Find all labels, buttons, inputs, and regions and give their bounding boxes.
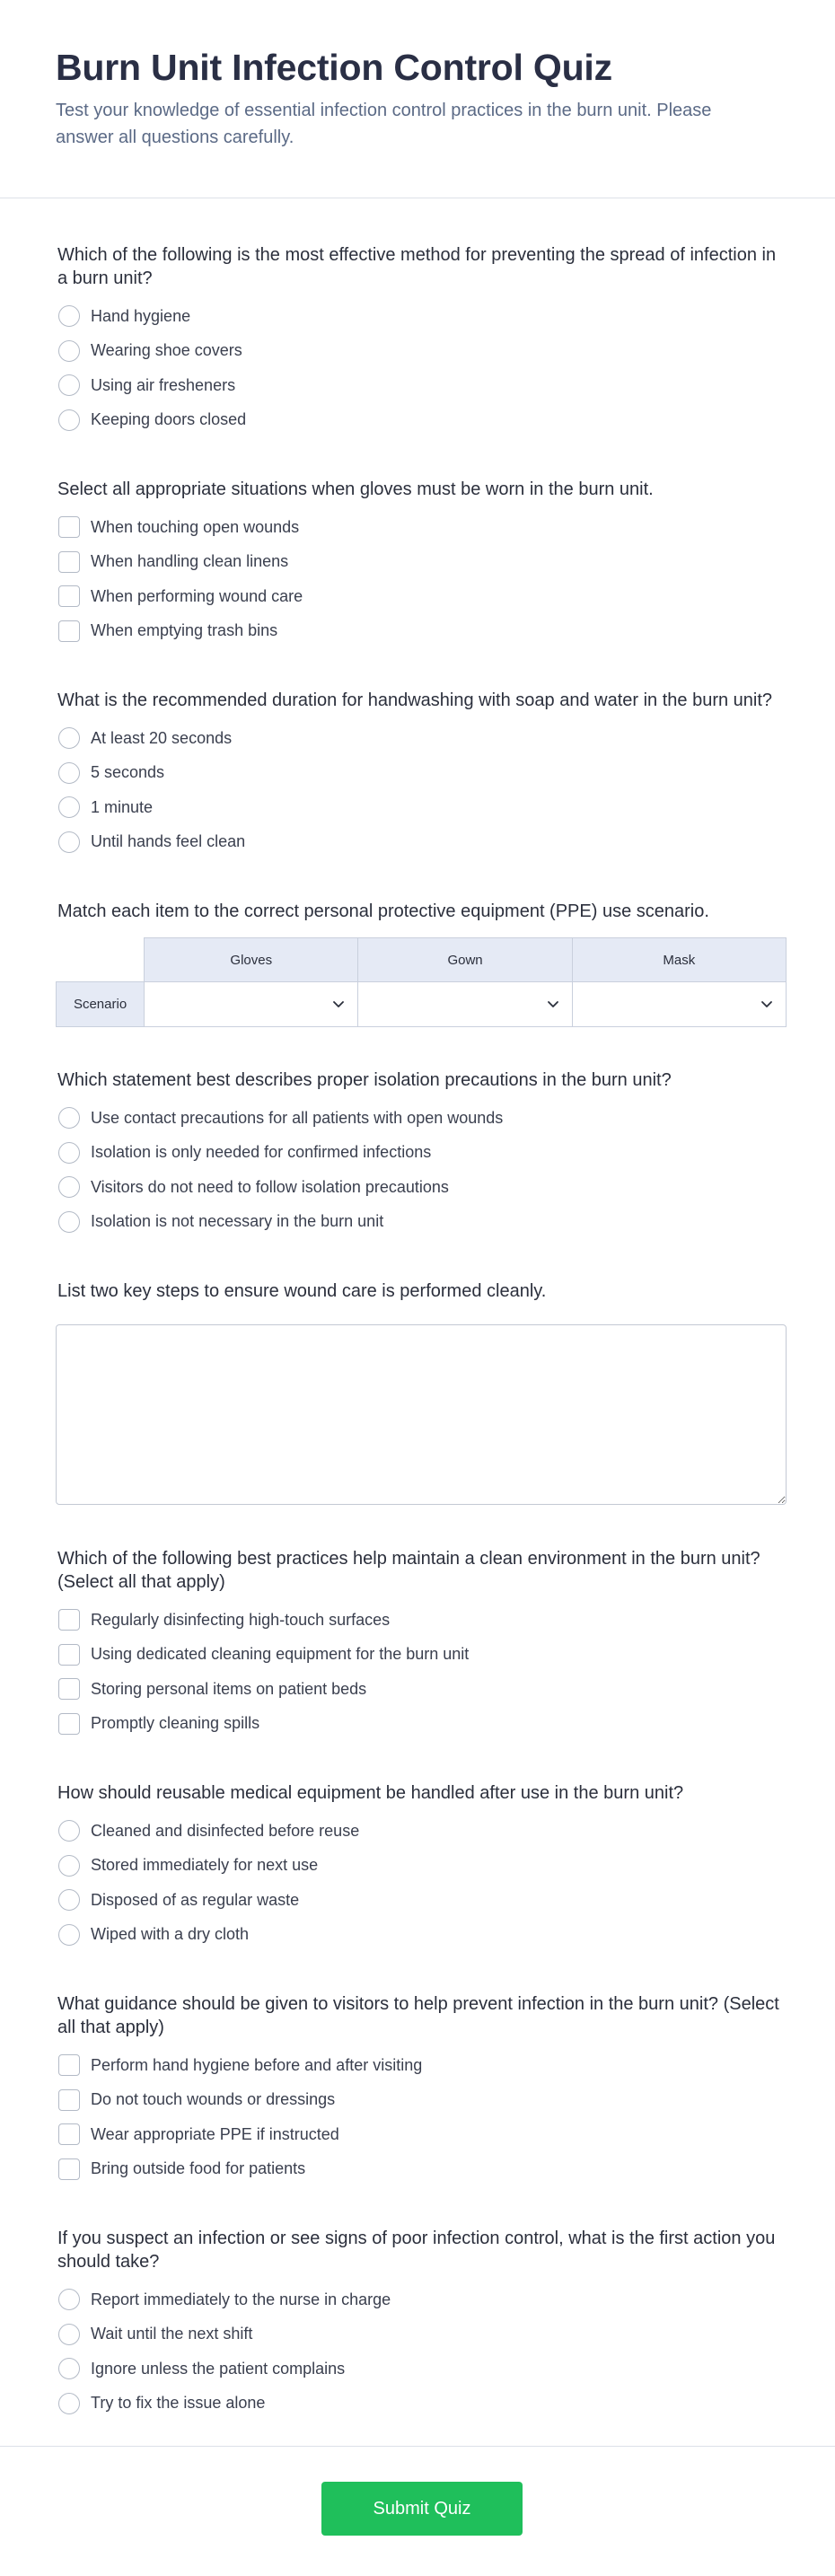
question-text: Which of the following is the most effective method for preventing the spread of infection in a burn unit? <box>57 245 777 288</box>
checkbox[interactable] <box>58 1644 80 1666</box>
radio-option[interactable] <box>57 1205 785 1240</box>
checkbox-option[interactable] <box>57 2117 785 2152</box>
chevron-down-icon <box>545 996 561 1012</box>
checkbox[interactable] <box>58 1609 80 1631</box>
options-radio-group <box>57 1814 785 1952</box>
question-list <box>0 198 835 2421</box>
question-3 <box>57 689 785 859</box>
radio-option[interactable] <box>57 1918 785 1953</box>
radio-option[interactable] <box>57 721 785 756</box>
question-8 <box>57 1781 785 1952</box>
matrix-column-header: Mask <box>572 938 786 982</box>
options-radio-group <box>57 299 785 437</box>
checkbox-option[interactable] <box>57 2083 785 2118</box>
radio-button[interactable] <box>58 1176 80 1198</box>
question-2 <box>57 478 785 648</box>
radio-button[interactable] <box>58 2393 80 2414</box>
options-radio-group <box>57 721 785 859</box>
checkbox-option[interactable] <box>57 2048 785 2083</box>
radio-option[interactable] <box>57 2387 785 2422</box>
matrix-column-header: Gloves <box>145 938 358 982</box>
options-radio-group <box>57 2282 785 2421</box>
checkbox[interactable] <box>58 516 80 538</box>
question-text: Select all appropriate situations when gloves must be worn in the burn unit. <box>57 479 654 499</box>
option-label: Wear appropriate PPE if instructed <box>91 2124 339 2143</box>
question-text: What is the recommended duration for handwashing with soap and water in the burn unit? <box>57 690 773 710</box>
option-label: Isolation is not necessary in the burn unit <box>91 1212 384 1231</box>
radio-button[interactable] <box>58 831 80 853</box>
question-text: If you suspect an infection or see signs of poor infection control, what is the first action you should take? <box>57 2229 776 2272</box>
option-label: Report immediately to the nurse in charge <box>91 2290 391 2308</box>
matrix-select-mask[interactable] <box>572 982 786 1027</box>
checkbox-option[interactable] <box>57 1707 785 1742</box>
option-label: 5 seconds <box>91 763 165 782</box>
option-label: Regularly disinfecting high-touch surfaces <box>91 1610 391 1629</box>
checkbox[interactable] <box>58 620 80 642</box>
checkbox[interactable] <box>58 551 80 573</box>
options-checkbox-group <box>57 510 785 648</box>
option-label: Wait until the next shift <box>91 2325 253 2343</box>
checkbox-option[interactable] <box>57 1672 785 1707</box>
question-text: How should reusable medical equipment be handled after use in the burn unit? <box>57 1783 684 1803</box>
radio-button[interactable] <box>58 796 80 818</box>
radio-option[interactable] <box>57 368 785 403</box>
radio-button[interactable] <box>58 2324 80 2345</box>
ppe-matrix-table <box>56 937 787 1027</box>
radio-option[interactable] <box>57 1883 785 1918</box>
radio-option[interactable] <box>57 334 785 369</box>
radio-option[interactable] <box>57 2282 785 2317</box>
page-subtitle: Test your knowledge of essential infection control practices in the burn unit. Please answer all questions carefully. <box>56 101 712 147</box>
checkbox[interactable] <box>58 1678 80 1700</box>
radio-button[interactable] <box>58 1855 80 1877</box>
radio-option[interactable] <box>57 1814 785 1849</box>
radio-button[interactable] <box>58 1107 80 1129</box>
option-label: When emptying trash bins <box>91 621 278 640</box>
option-label: Using dedicated cleaning equipment for the burn unit <box>91 1645 470 1664</box>
option-label: Ignore unless the patient complains <box>91 2359 346 2378</box>
option-label: When touching open wounds <box>91 517 300 536</box>
question-7 <box>57 1547 785 1741</box>
question-text: Which of the following best practices help maintain a clean environment in the burn unit? (Select all that apply) <box>57 1549 760 1592</box>
option-label: Using air fresheners <box>91 375 236 394</box>
radio-button[interactable] <box>58 2289 80 2310</box>
matrix-select-gown[interactable] <box>358 982 572 1027</box>
radio-option[interactable] <box>57 1170 785 1205</box>
radio-button[interactable] <box>58 727 80 749</box>
radio-button[interactable] <box>58 1924 80 1946</box>
checkbox-option[interactable] <box>57 545 785 580</box>
radio-option[interactable] <box>57 2317 785 2352</box>
checkbox-option[interactable] <box>57 1603 785 1638</box>
radio-option[interactable] <box>57 756 785 791</box>
options-checkbox-group <box>57 2048 785 2186</box>
question-10 <box>57 2227 785 2421</box>
radio-option[interactable] <box>57 299 785 334</box>
wound-care-answer-textarea[interactable] <box>56 1324 787 1505</box>
option-label: Hand hygiene <box>91 306 191 325</box>
checkbox[interactable] <box>58 2089 80 2111</box>
checkbox[interactable] <box>58 2123 80 2145</box>
radio-option[interactable] <box>57 790 785 825</box>
option-label: Until hands feel clean <box>91 832 246 851</box>
matrix-corner <box>57 938 145 982</box>
matrix-select-gloves[interactable] <box>145 982 358 1027</box>
checkbox-option[interactable] <box>57 2152 785 2187</box>
checkbox[interactable] <box>58 585 80 607</box>
question-5 <box>57 1068 785 1239</box>
radio-button[interactable] <box>58 409 80 431</box>
radio-button[interactable] <box>58 1820 80 1842</box>
radio-button[interactable] <box>58 1211 80 1233</box>
option-label: Keeping doors closed <box>91 410 247 429</box>
page-title: Burn Unit Infection Control Quiz <box>56 47 612 88</box>
radio-option[interactable] <box>57 825 785 860</box>
question-9 <box>57 1992 785 2186</box>
radio-button[interactable] <box>58 1889 80 1911</box>
option-label: Wearing shoe covers <box>91 341 242 360</box>
options-checkbox-group <box>57 1603 785 1741</box>
checkbox-option[interactable] <box>57 510 785 545</box>
options-radio-group <box>57 1101 785 1239</box>
radio-option[interactable] <box>57 1136 785 1171</box>
question-text: Which statement best describes proper isolation precautions in the burn unit? <box>57 1070 672 1090</box>
radio-button[interactable] <box>58 305 80 327</box>
radio-option[interactable] <box>57 2352 785 2387</box>
submit-quiz-button[interactable]: Submit Quiz <box>321 2482 523 2536</box>
question-text: List two key steps to ensure wound care is performed cleanly. <box>57 1281 547 1301</box>
checkbox-option[interactable] <box>57 614 785 649</box>
matrix-column-header: Gown <box>358 938 572 982</box>
option-label: When performing wound care <box>91 586 303 605</box>
checkbox[interactable] <box>58 1713 80 1735</box>
option-label: At least 20 seconds <box>91 728 233 747</box>
question-text: What guidance should be given to visitors to help prevent infection in the burn unit? (Select all that apply) <box>57 1994 779 2037</box>
option-label: 1 minute <box>91 797 154 816</box>
option-label: Cleaned and disinfected before reuse <box>91 1821 360 1840</box>
checkbox-option[interactable] <box>57 579 785 614</box>
option-label: Stored immediately for next use <box>91 1856 319 1875</box>
option-label: Disposed of as regular waste <box>91 1890 300 1909</box>
question-4 <box>57 900 785 1027</box>
radio-button[interactable] <box>58 762 80 784</box>
radio-option[interactable] <box>57 1101 785 1136</box>
chevron-down-icon <box>759 996 775 1012</box>
option-label: Visitors do not need to follow isolation precautions <box>91 1177 449 1196</box>
radio-button[interactable] <box>58 1142 80 1164</box>
option-label: When handling clean linens <box>91 552 289 571</box>
option-label: Use contact precautions for all patients with open wounds <box>91 1108 504 1127</box>
option-label: Try to fix the issue alone <box>91 2394 266 2413</box>
option-label: Bring outside food for patients <box>91 2159 306 2178</box>
option-label: Do not touch wounds or dressings <box>91 2090 336 2109</box>
option-label: Promptly cleaning spills <box>91 1714 260 1733</box>
quiz-header <box>0 0 835 198</box>
radio-button[interactable] <box>58 340 80 362</box>
quiz-footer <box>0 2446 835 2576</box>
checkbox[interactable] <box>58 2054 80 2076</box>
checkbox-option[interactable] <box>57 1638 785 1673</box>
radio-button[interactable] <box>58 2358 80 2379</box>
radio-option[interactable] <box>57 1849 785 1884</box>
option-label: Perform hand hygiene before and after visiting <box>91 2055 423 2074</box>
radio-button[interactable] <box>58 374 80 396</box>
option-label: Isolation is only needed for confirmed infections <box>91 1143 432 1162</box>
matrix-row-header: Scenario <box>57 982 145 1027</box>
question-text: Match each item to the correct personal protective equipment (PPE) use scenario. <box>57 901 709 921</box>
option-label: Wiped with a dry cloth <box>91 1925 250 1944</box>
option-label: Storing personal items on patient beds <box>91 1679 367 1698</box>
chevron-down-icon <box>330 996 347 1012</box>
checkbox[interactable] <box>58 2158 80 2180</box>
question-6 <box>57 1279 785 1505</box>
radio-option[interactable] <box>57 403 785 438</box>
question-1 <box>57 243 785 437</box>
